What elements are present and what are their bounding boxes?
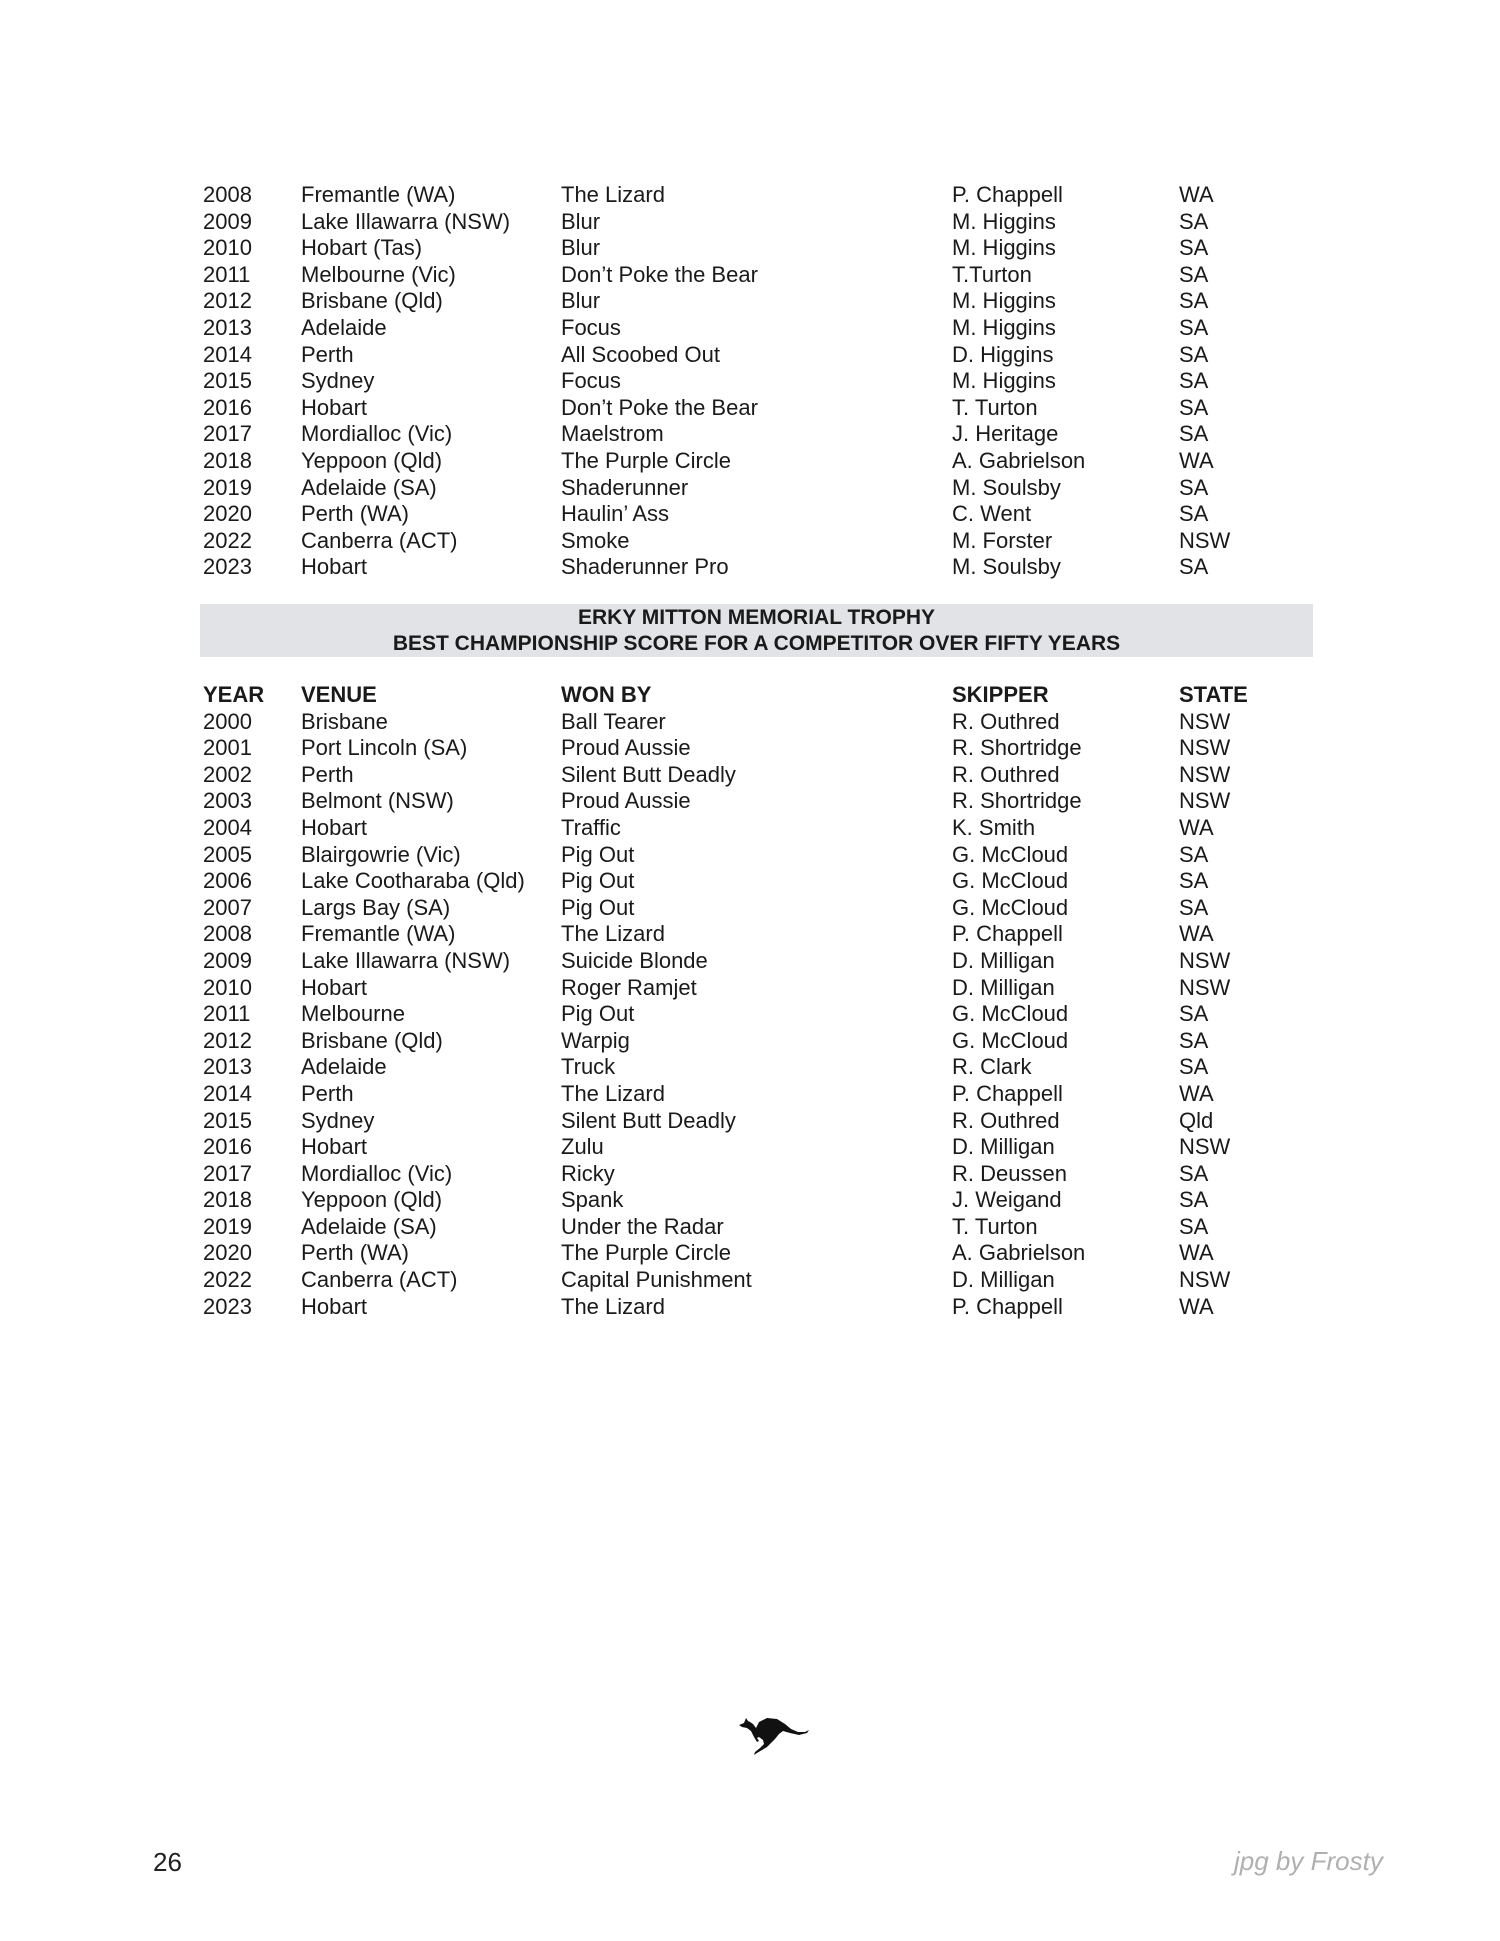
cell-state: NSW xyxy=(1179,947,1231,973)
table-row xyxy=(0,788,1500,815)
page-number: 26 xyxy=(153,1847,182,1877)
cell-skipper: M. Forster xyxy=(952,527,1053,553)
table-row xyxy=(0,762,1500,789)
table-row xyxy=(0,921,1500,948)
cell-skipper: G. McCloud xyxy=(952,1027,1069,1053)
cell-won-by: Capital Punishment xyxy=(561,1267,752,1293)
cell-won-by: Truck xyxy=(561,1054,616,1080)
cell-state: SA xyxy=(1179,501,1209,527)
cell-venue: Largs Bay (SA) xyxy=(301,894,451,920)
table-row xyxy=(0,288,1500,315)
cell-state: SA xyxy=(1179,341,1209,367)
cell-skipper: K. Smith xyxy=(952,814,1036,840)
cell-won-by: Pig Out xyxy=(561,1001,635,1027)
cell-state: SA xyxy=(1179,261,1209,287)
cell-year: 2020 xyxy=(203,1240,252,1266)
cell-skipper: A. Gabrielson xyxy=(952,1240,1086,1266)
cell-year: 2017 xyxy=(203,421,252,447)
cell-venue: Brisbane xyxy=(301,708,388,734)
cell-won-by: Don’t Poke the Bear xyxy=(561,261,758,287)
cell-year: 2002 xyxy=(203,761,252,787)
cell-skipper: J. Heritage xyxy=(952,421,1059,447)
table-row xyxy=(0,421,1500,448)
cell-venue: Hobart xyxy=(301,394,368,420)
cell-skipper: T. Turton xyxy=(952,1213,1038,1239)
cell-skipper: P. Chappell xyxy=(952,921,1063,947)
cell-venue: Hobart xyxy=(301,974,368,1000)
table-row xyxy=(0,975,1500,1002)
cell-venue: Hobart xyxy=(301,814,368,840)
cell-state: SA xyxy=(1179,394,1209,420)
cell-year: 2007 xyxy=(203,894,252,920)
table-row xyxy=(0,342,1500,369)
cell-won-by: Maelstrom xyxy=(561,421,664,447)
cell-skipper: R. Shortridge xyxy=(952,735,1082,761)
cell-year: 2016 xyxy=(203,394,252,420)
kangaroo-icon xyxy=(735,1712,815,1758)
cell-skipper: P. Chappell xyxy=(952,1080,1063,1106)
cell-year: 2016 xyxy=(203,1134,252,1160)
cell-won-by: Spank xyxy=(561,1187,624,1213)
cell-won-by: Blur xyxy=(561,235,601,261)
cell-skipper: J. Weigand xyxy=(952,1187,1062,1213)
cell-state: SA xyxy=(1179,1160,1209,1186)
cell-state: NSW xyxy=(1179,735,1231,761)
cell-skipper: R. Shortridge xyxy=(952,788,1082,814)
table-row xyxy=(0,895,1500,922)
cell-won-by: Focus xyxy=(561,368,621,394)
cell-year: 2018 xyxy=(203,447,252,473)
table-row xyxy=(0,1240,1500,1267)
cell-state: NSW xyxy=(1179,788,1231,814)
cell-venue: Adelaide xyxy=(301,1054,387,1080)
cell-state: NSW xyxy=(1179,1267,1231,1293)
cell-year: 2012 xyxy=(203,288,252,314)
cell-state: NSW xyxy=(1179,1134,1231,1160)
cell-state: WA xyxy=(1179,814,1214,840)
cell-venue: Perth xyxy=(301,1080,354,1106)
cell-state: SA xyxy=(1179,894,1209,920)
table-row xyxy=(0,501,1500,528)
cell-year: 2015 xyxy=(203,1107,252,1133)
cell-year: 2001 xyxy=(203,735,252,761)
cell-year: 2008 xyxy=(203,921,252,947)
cell-won-by: Warpig xyxy=(561,1027,630,1053)
cell-venue: Port Lincoln (SA) xyxy=(301,735,468,761)
table-row xyxy=(0,528,1500,555)
cell-venue: Hobart (Tas) xyxy=(301,235,423,261)
cell-won-by: Traffic xyxy=(561,814,621,840)
table-row xyxy=(0,182,1500,209)
cell-won-by: Under the Radar xyxy=(561,1213,724,1239)
cell-skipper: P. Chappell xyxy=(952,1293,1063,1319)
cell-won-by: Shaderunner Pro xyxy=(561,554,729,580)
cell-won-by: Pig Out xyxy=(561,841,635,867)
cell-won-by: The Lizard xyxy=(561,1080,665,1106)
cell-year: 2019 xyxy=(203,1213,252,1239)
table-row xyxy=(0,235,1500,262)
cell-state: NSW xyxy=(1179,761,1231,787)
cell-skipper: R. Outhred xyxy=(952,708,1060,734)
cell-skipper: G. McCloud xyxy=(952,868,1069,894)
cell-year: 2023 xyxy=(203,1293,252,1319)
table-row xyxy=(0,868,1500,895)
cell-venue: Hobart xyxy=(301,1293,368,1319)
cell-year: 2017 xyxy=(203,1160,252,1186)
cell-venue: Sydney xyxy=(301,1107,375,1133)
table-row xyxy=(0,948,1500,975)
cell-won-by: Ricky xyxy=(561,1160,615,1186)
cell-venue: Canberra (ACT) xyxy=(301,527,458,553)
cell-year: 2019 xyxy=(203,474,252,500)
cell-venue: Yeppoon (Qld) xyxy=(301,447,443,473)
cell-year: 2022 xyxy=(203,527,252,553)
cell-won-by: The Lizard xyxy=(561,1293,665,1319)
cell-won-by: Haulin’ Ass xyxy=(561,501,670,527)
header-won-by: WON BY xyxy=(561,682,652,707)
cell-state: SA xyxy=(1179,314,1209,340)
cell-skipper: C. Went xyxy=(952,501,1032,527)
table-row xyxy=(0,448,1500,475)
cell-won-by: All Scoobed Out xyxy=(561,341,720,367)
cell-venue: Perth xyxy=(301,761,354,787)
cell-year: 2012 xyxy=(203,1027,252,1053)
cell-skipper: G. McCloud xyxy=(952,841,1069,867)
cell-skipper: T. Turton xyxy=(952,394,1038,420)
cell-year: 2006 xyxy=(203,868,252,894)
cell-year: 2014 xyxy=(203,1080,252,1106)
cell-won-by: Smoke xyxy=(561,527,630,553)
cell-won-by: Roger Ramjet xyxy=(561,974,697,1000)
cell-year: 2022 xyxy=(203,1267,252,1293)
cell-state: NSW xyxy=(1179,708,1231,734)
cell-year: 2011 xyxy=(203,1001,251,1027)
cell-won-by: Silent Butt Deadly xyxy=(561,1107,736,1133)
cell-venue: Fremantle (WA) xyxy=(301,921,456,947)
cell-state: WA xyxy=(1179,182,1214,207)
table-row xyxy=(0,815,1500,842)
cell-state: SA xyxy=(1179,868,1209,894)
cell-year: 2020 xyxy=(203,501,252,527)
table-row xyxy=(0,1187,1500,1214)
cell-state: WA xyxy=(1179,921,1214,947)
cell-venue: Melbourne (Vic) xyxy=(301,261,456,287)
cell-venue: Adelaide xyxy=(301,314,387,340)
cell-state: NSW xyxy=(1179,974,1231,1000)
table-row xyxy=(0,709,1500,736)
cell-venue: Mordialloc (Vic) xyxy=(301,421,453,447)
cell-skipper: G. McCloud xyxy=(952,1001,1069,1027)
cell-venue: Adelaide (SA) xyxy=(301,1213,437,1239)
cell-skipper: M. Soulsby xyxy=(952,474,1061,500)
cell-year: 2003 xyxy=(203,788,252,814)
cell-skipper: D. Milligan xyxy=(952,1267,1055,1293)
cell-won-by: Proud Aussie xyxy=(561,735,691,761)
table-row xyxy=(0,475,1500,502)
cell-venue: Lake Illawarra (NSW) xyxy=(301,208,511,234)
table-row xyxy=(0,209,1500,236)
table-header-row xyxy=(0,682,1500,709)
cell-won-by: The Lizard xyxy=(561,921,665,947)
results-table-top xyxy=(0,182,1500,581)
table-row xyxy=(0,1081,1500,1108)
table-row xyxy=(0,735,1500,762)
cell-skipper: A. Gabrielson xyxy=(952,447,1086,473)
cell-skipper: D. Milligan xyxy=(952,1134,1055,1160)
cell-venue: Mordialloc (Vic) xyxy=(301,1160,453,1186)
cell-venue: Canberra (ACT) xyxy=(301,1267,458,1293)
cell-skipper: P. Chappell xyxy=(952,182,1063,207)
cell-won-by: Pig Out xyxy=(561,894,635,920)
cell-won-by: Proud Aussie xyxy=(561,788,691,814)
cell-year: 2023 xyxy=(203,554,252,580)
cell-state: WA xyxy=(1179,1080,1214,1106)
cell-won-by: Pig Out xyxy=(561,868,635,894)
cell-skipper: R. Clark xyxy=(952,1054,1032,1080)
results-table-bottom xyxy=(0,682,1500,1320)
cell-won-by: Shaderunner xyxy=(561,474,689,500)
cell-venue: Hobart xyxy=(301,554,368,580)
cell-venue: Yeppoon (Qld) xyxy=(301,1187,443,1213)
cell-state: SA xyxy=(1179,841,1209,867)
cell-state: SA xyxy=(1179,1001,1209,1027)
cell-venue: Brisbane (Qld) xyxy=(301,1027,443,1053)
cell-venue: Hobart xyxy=(301,1134,368,1160)
cell-state: WA xyxy=(1179,1240,1214,1266)
cell-won-by: Blur xyxy=(561,288,601,314)
cell-skipper: M. Higgins xyxy=(952,235,1056,261)
table-row xyxy=(0,262,1500,289)
cell-venue: Brisbane (Qld) xyxy=(301,288,443,314)
cell-skipper: R. Outhred xyxy=(952,761,1060,787)
table-row xyxy=(0,554,1500,581)
cell-state: SA xyxy=(1179,554,1209,580)
cell-venue: Perth (WA) xyxy=(301,1240,409,1266)
cell-year: 2013 xyxy=(203,1054,252,1080)
cell-won-by: Blur xyxy=(561,208,601,234)
table-row xyxy=(0,1028,1500,1055)
cell-won-by: Suicide Blonde xyxy=(561,947,708,973)
table-row xyxy=(0,368,1500,395)
cell-venue: Perth (WA) xyxy=(301,501,409,527)
header-state: STATE xyxy=(1179,682,1248,707)
cell-won-by: Don’t Poke the Bear xyxy=(561,394,758,420)
cell-year: 2004 xyxy=(203,814,252,840)
trophy-subtitle: BEST CHAMPIONSHIP SCORE FOR A COMPETITOR OVER FIFTY YEARS xyxy=(392,632,1121,655)
table-row xyxy=(0,315,1500,342)
table-row xyxy=(0,1161,1500,1188)
cell-year: 2010 xyxy=(203,235,252,261)
cell-venue: Belmont (NSW) xyxy=(301,788,454,814)
cell-year: 2011 xyxy=(203,261,251,287)
cell-year: 2013 xyxy=(203,314,252,340)
table-row xyxy=(0,1054,1500,1081)
cell-venue: Adelaide (SA) xyxy=(301,474,437,500)
cell-skipper: R. Deussen xyxy=(952,1160,1067,1186)
cell-state: SA xyxy=(1179,474,1209,500)
cell-venue: Sydney xyxy=(301,368,375,394)
cell-skipper: D. Milligan xyxy=(952,947,1055,973)
cell-year: 2018 xyxy=(203,1187,252,1213)
cell-venue: Lake Illawarra (NSW) xyxy=(301,947,511,973)
cell-state: SA xyxy=(1179,208,1209,234)
credit-watermark: jpg by Frosty xyxy=(1234,1846,1383,1876)
cell-year: 2009 xyxy=(203,208,252,234)
cell-skipper: T.Turton xyxy=(952,261,1032,287)
cell-won-by: The Lizard xyxy=(561,182,665,207)
table-row xyxy=(0,1108,1500,1135)
cell-state: SA xyxy=(1179,1027,1209,1053)
cell-skipper: M. Higgins xyxy=(952,314,1056,340)
table-row xyxy=(0,842,1500,869)
header-venue: VENUE xyxy=(301,682,377,707)
header-skipper: SKIPPER xyxy=(952,682,1049,707)
cell-year: 2005 xyxy=(203,841,252,867)
cell-skipper: M. Higgins xyxy=(952,368,1056,394)
cell-won-by: Ball Tearer xyxy=(561,708,666,734)
table-row xyxy=(0,1294,1500,1321)
cell-year: 2015 xyxy=(203,368,252,394)
cell-won-by: The Purple Circle xyxy=(561,1240,731,1266)
table-row xyxy=(0,1001,1500,1028)
cell-state: WA xyxy=(1179,447,1214,473)
cell-state: SA xyxy=(1179,1187,1209,1213)
cell-won-by: The Purple Circle xyxy=(561,447,731,473)
cell-state: SA xyxy=(1179,421,1209,447)
cell-state: WA xyxy=(1179,1293,1214,1319)
cell-state: NSW xyxy=(1179,527,1231,553)
cell-skipper: D. Milligan xyxy=(952,974,1055,1000)
cell-won-by: Focus xyxy=(561,314,621,340)
cell-year: 2009 xyxy=(203,947,252,973)
cell-skipper: M. Higgins xyxy=(952,288,1056,314)
cell-state: SA xyxy=(1179,288,1209,314)
cell-state: SA xyxy=(1179,368,1209,394)
cell-venue: Lake Cootharaba (Qld) xyxy=(301,868,525,894)
cell-year: 2000 xyxy=(203,708,252,734)
cell-skipper: G. McCloud xyxy=(952,894,1069,920)
cell-won-by: Silent Butt Deadly xyxy=(561,761,736,787)
cell-year: 2010 xyxy=(203,974,252,1000)
header-year: YEAR xyxy=(203,682,265,707)
cell-state: SA xyxy=(1179,1213,1209,1239)
cell-state: SA xyxy=(1179,235,1209,261)
table-row xyxy=(0,1214,1500,1241)
table-row xyxy=(0,395,1500,422)
cell-state: Qld xyxy=(1179,1107,1214,1133)
trophy-banner xyxy=(200,604,1313,657)
cell-venue: Melbourne xyxy=(301,1001,405,1027)
cell-year: 2014 xyxy=(203,341,252,367)
cell-venue: Fremantle (WA) xyxy=(301,182,456,207)
cell-venue: Blairgowrie (Vic) xyxy=(301,841,461,867)
cell-skipper: R. Outhred xyxy=(952,1107,1060,1133)
table-row xyxy=(0,1267,1500,1294)
trophy-title: ERKY MITTON MEMORIAL TROPHY xyxy=(577,606,936,629)
cell-skipper: M. Higgins xyxy=(952,208,1056,234)
table-row xyxy=(0,1134,1500,1161)
cell-won-by: Zulu xyxy=(561,1134,604,1160)
cell-year: 2008 xyxy=(203,182,252,207)
cell-skipper: M. Soulsby xyxy=(952,554,1061,580)
cell-venue: Perth xyxy=(301,341,354,367)
cell-state: SA xyxy=(1179,1054,1209,1080)
cell-skipper: D. Higgins xyxy=(952,341,1054,367)
